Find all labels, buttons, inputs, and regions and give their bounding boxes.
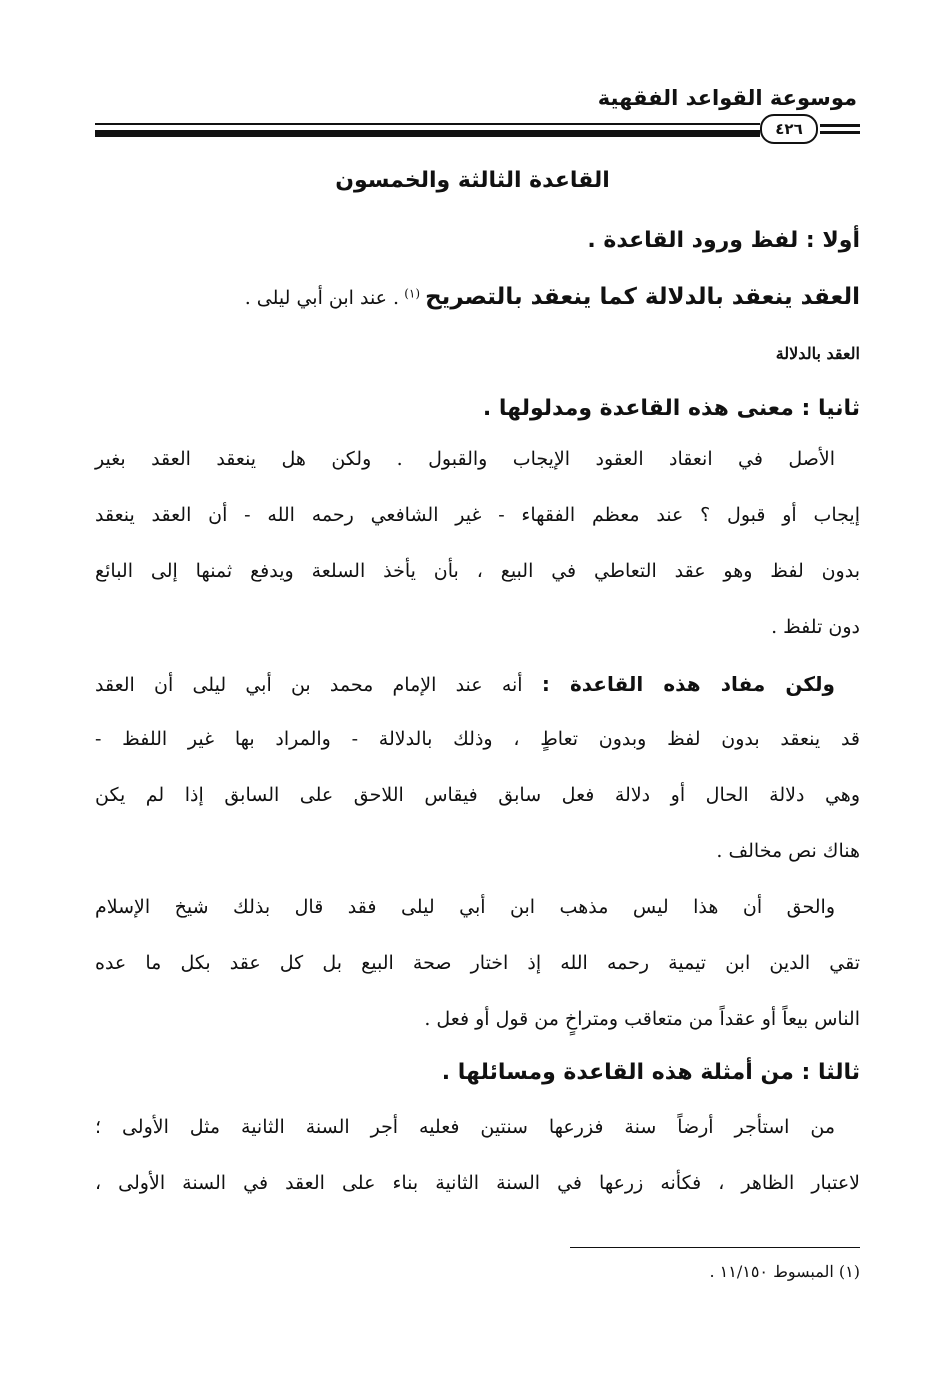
- footnote-separator: [570, 1247, 860, 1248]
- paragraph-line: تقي الدين ابن تيمية رحمه الله إذ اختار صحة البيع بل كل عقد بكل ما عده: [95, 952, 860, 974]
- paragraph-line: هناك نص مخالف .: [716, 840, 860, 862]
- header-rule-thin: [95, 123, 760, 125]
- paragraph-line: والحق أن هذا ليس مذهب ابن أبي ليلى فقد قال بذلك شيخ الإسلام: [95, 896, 835, 918]
- paragraph-line: الأصل في انعقاد العقود الإيجاب والقبول . ولكن هل ينعقد العقد بغير: [95, 448, 835, 470]
- rule-statement: [245, 284, 860, 310]
- paragraph-line: إيجاب أو قبول ؟ عند معظم الفقهاء - غير الشافعي رحمه الله - أن العقد ينعقد: [95, 504, 860, 526]
- section3-heading: ثالثا : من أمثلة هذه القاعدة ومسائلها .: [441, 1060, 860, 1085]
- rule-statement-bold: العقد ينعقد بالدلالة كما ينعقد بالتصريح: [425, 284, 860, 310]
- paragraph-line: قد ينعقد بدون لفظ وبدون تعاطٍ ، وذلك بالدلالة - والمراد بها غير اللفظ -: [95, 728, 860, 750]
- paragraph-line: لاعتبار الظاهر ، فكأنه زرعها في السنة الثانية بناء على العقد في السنة الأولى ،: [95, 1172, 860, 1194]
- section2-heading: ثانيا : معنى هذه القاعدة ومدلولها .: [482, 396, 860, 421]
- footnote: (١) المبسوط ١١/١٥٠ .: [709, 1262, 860, 1281]
- paragraph-line: الناس بيعاً أو عقداً من متعاقب ومتراخٍ من قول أو فعل .: [424, 1008, 860, 1030]
- section1-heading: أولا : لفظ ورود القاعدة .: [587, 228, 860, 253]
- page-number: ٤٢٦: [760, 114, 818, 144]
- header-rule-right-2: [820, 131, 860, 134]
- paragraph-line: بدون لفظ وهو عقد التعاطي في البيع ، بأن يأخذ السلعة ويدفع ثمنها إلى البائع: [95, 560, 860, 582]
- paragraph-line: وهي دلالة الحال أو دلالة فعل سابق فيقاس اللاحق على السابق إذا لم يكن: [95, 784, 860, 806]
- rule-title: القاعدة الثالثة والخمسون: [335, 168, 610, 193]
- paragraph-line: من استأجر أرضاً سنة فزرعها سنتين فعليه أجر السنة الثانية مثل الأولى ؛: [95, 1116, 835, 1138]
- rule-alt-form: العقد بالدلالة: [775, 344, 860, 363]
- header-rule-thick: [95, 130, 760, 137]
- book-title: موسوعة القواعد الفقهية: [597, 86, 857, 110]
- paragraph-line: [95, 672, 835, 696]
- footnote-ref: (١): [404, 286, 421, 301]
- para2-lead: ولكن مفاد هذه القاعدة :: [541, 672, 835, 696]
- rule-statement-tail: . عند ابن أبي ليلى .: [244, 287, 400, 309]
- paragraph-line: دون تلفظ .: [771, 616, 860, 638]
- para2-first-text: أنه عند الإمام محمد بن أبي ليلى أن العقد: [95, 674, 523, 696]
- header-rule-right-1: [820, 124, 860, 127]
